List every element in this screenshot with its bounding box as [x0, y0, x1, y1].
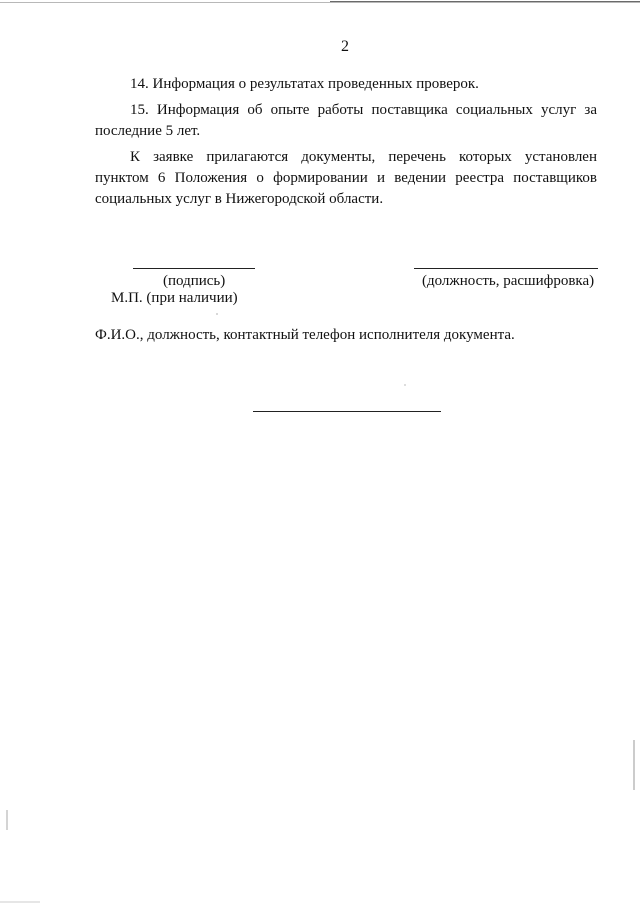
page-number: 2: [341, 38, 349, 55]
attachment-note: К заявке прилагаются документы, перечень которых установлен пунктом 6 Положения о формировании и ведении реестра поставщиков социальных услуг в Нижегородской области.: [95, 149, 597, 207]
end-divider: [253, 411, 441, 412]
position-caption: (должность, расшифровка): [422, 273, 595, 289]
scan-artifact-speck: [216, 313, 217, 314]
item-15: 15. Информация об опыте работы поставщика социальных услуг за последние 5 лет.: [95, 102, 597, 139]
position-line: [414, 268, 598, 269]
scan-edge-line-dark: [330, 1, 640, 2]
signature-line: [133, 268, 255, 269]
stamp-caption: М.П. (при наличии): [111, 290, 238, 306]
scan-artifact-speck: [404, 384, 405, 385]
item-14: 14. Информация о результатах проведенных проверок.: [130, 76, 479, 92]
executor-line: Ф.И.О., должность, контактный телефон исполнителя документа.: [95, 327, 515, 343]
signature-caption: (подпись): [163, 273, 226, 289]
scan-edge-line: [0, 2, 640, 3]
